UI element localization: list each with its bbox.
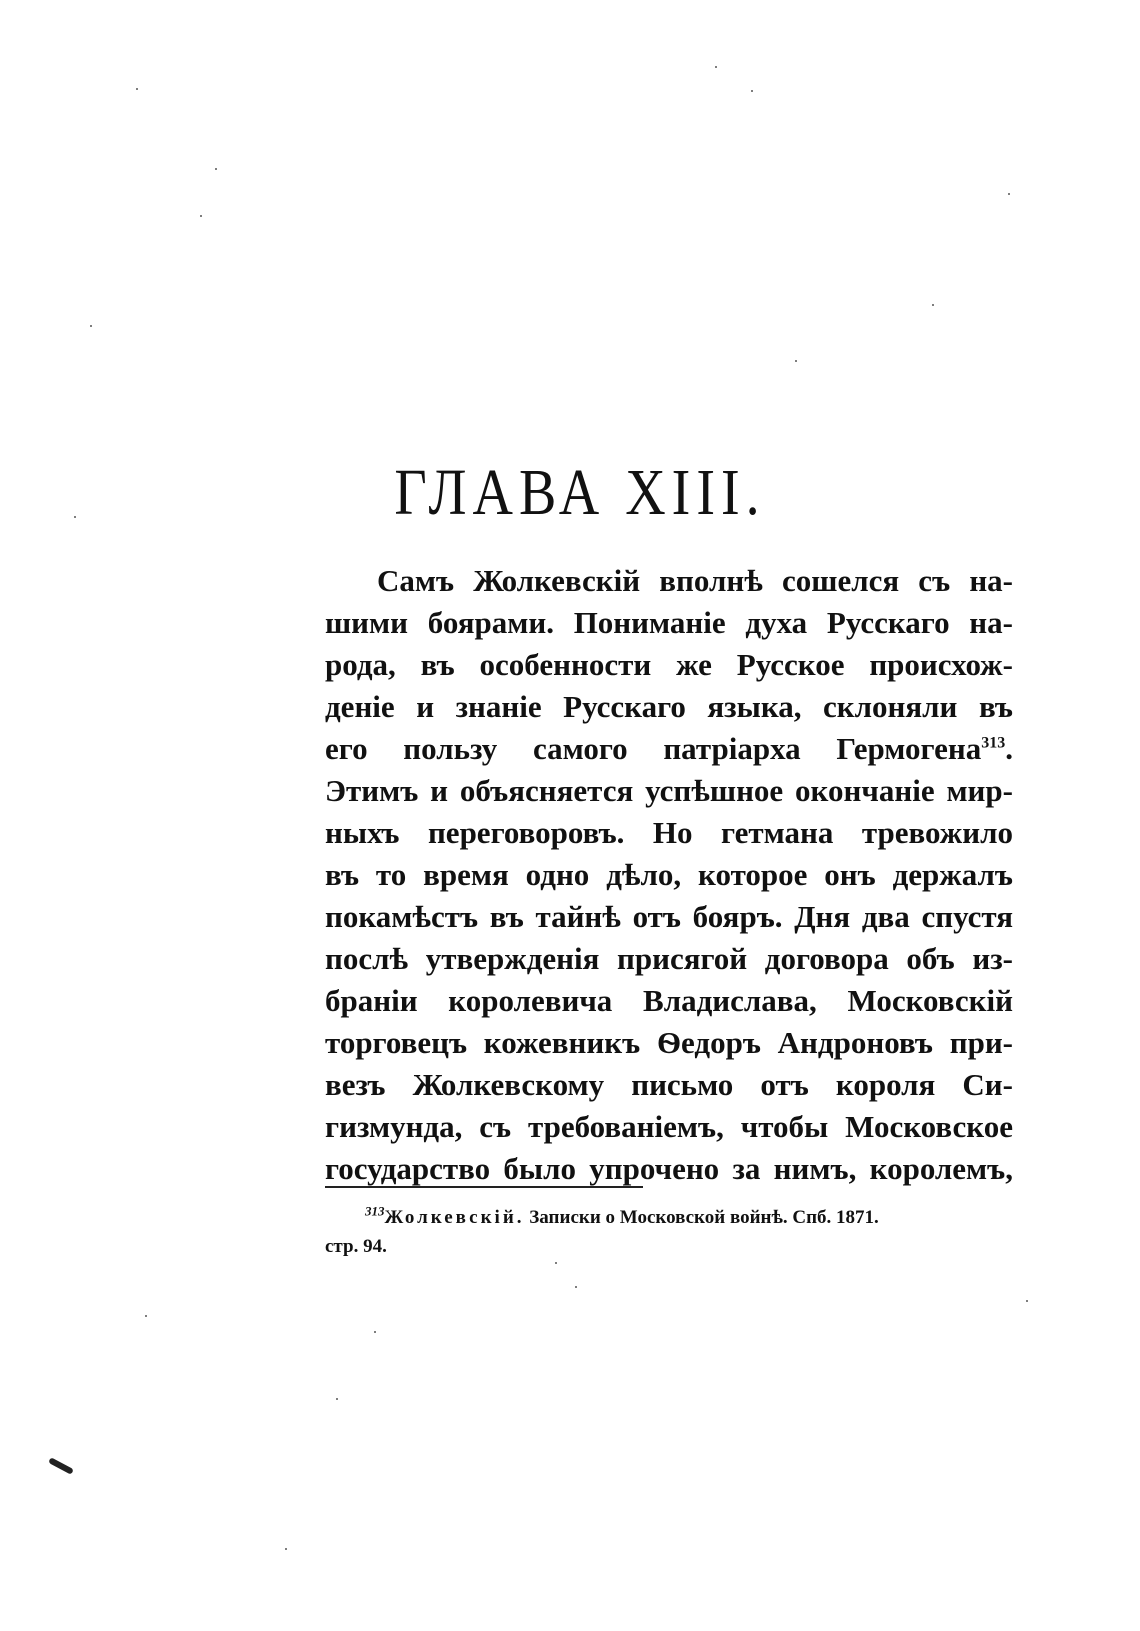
scan-speck	[90, 325, 92, 327]
text-line: браніи королевича Владислава, Московскій	[325, 983, 1013, 1018]
text-line: рода, въ особенности же Русское происхож-	[325, 647, 1013, 682]
scan-speck	[374, 1331, 376, 1333]
scan-speck	[285, 1548, 287, 1550]
scan-speck	[136, 88, 138, 90]
footnote	[325, 1203, 1013, 1261]
text-line: деніе и знаніе Русскаго языка, склоняли въ	[325, 689, 1013, 724]
footnote-line	[325, 1203, 1013, 1232]
sentence-end: .	[1005, 731, 1013, 766]
text-line: шими боярами. Пониманіе духа Русскаго на-	[325, 605, 1013, 640]
scan-speck	[1026, 1300, 1028, 1302]
scan-speck	[575, 1286, 577, 1288]
text-line: ныхъ переговоровъ. Но гетмана тревожило	[325, 815, 1013, 850]
footnote-author: Жолкевскій.	[384, 1207, 525, 1228]
scan-speck	[715, 66, 717, 68]
main-paragraph	[325, 560, 1013, 1190]
text-line: торговецъ кожевникъ Ѳедоръ Андроновъ при-	[325, 1025, 1013, 1060]
scan-speck	[200, 215, 202, 217]
chapter-title: ГЛАВА XIII.	[394, 456, 766, 530]
scan-speck	[215, 168, 217, 170]
text-line: Самъ Жолкевскій вполнѣ сошелся съ на-	[377, 563, 1013, 598]
scan-speck	[74, 516, 76, 518]
scan-speck	[1008, 193, 1010, 195]
text-line: послѣ утвержденія присягой договора объ из-	[325, 941, 1013, 976]
scan-speck	[336, 1398, 338, 1400]
text-line: покамѣстъ въ тайнѣ отъ бояръ. Дня два спустя	[325, 899, 1013, 934]
text-line-body: его пользу самого патріарха Гермогена	[325, 731, 982, 766]
text-line: гизмунда, съ требованіемъ, чтобы Московское	[325, 1109, 1013, 1144]
scan-speck	[555, 1262, 557, 1264]
scan-speck	[145, 1315, 147, 1317]
footnote-divider	[325, 1186, 643, 1188]
footnote-continuation: стр. 94.	[325, 1236, 387, 1257]
scan-speck	[751, 90, 753, 92]
text-line: государство было упрочено за нимъ, королемъ,	[325, 1151, 1013, 1186]
footnote-reference: 313	[981, 734, 1006, 752]
text-line: въ то время одно дѣло, которое онъ держалъ	[325, 857, 1013, 892]
text-line-with-footnote-ref	[325, 728, 1013, 770]
footnote-text: Записки о Московской войнѣ. Спб. 1871.	[524, 1207, 879, 1228]
text-line: везъ Жолкевскому письмо отъ короля Си-	[325, 1067, 1013, 1102]
scan-speck	[932, 304, 934, 306]
scan-edge-mark	[48, 1457, 74, 1475]
text-line: Этимъ и объясняется успѣшное окончаніе мир-	[325, 773, 1013, 808]
footnote-number: 313	[365, 1203, 385, 1219]
scan-speck	[795, 360, 797, 362]
